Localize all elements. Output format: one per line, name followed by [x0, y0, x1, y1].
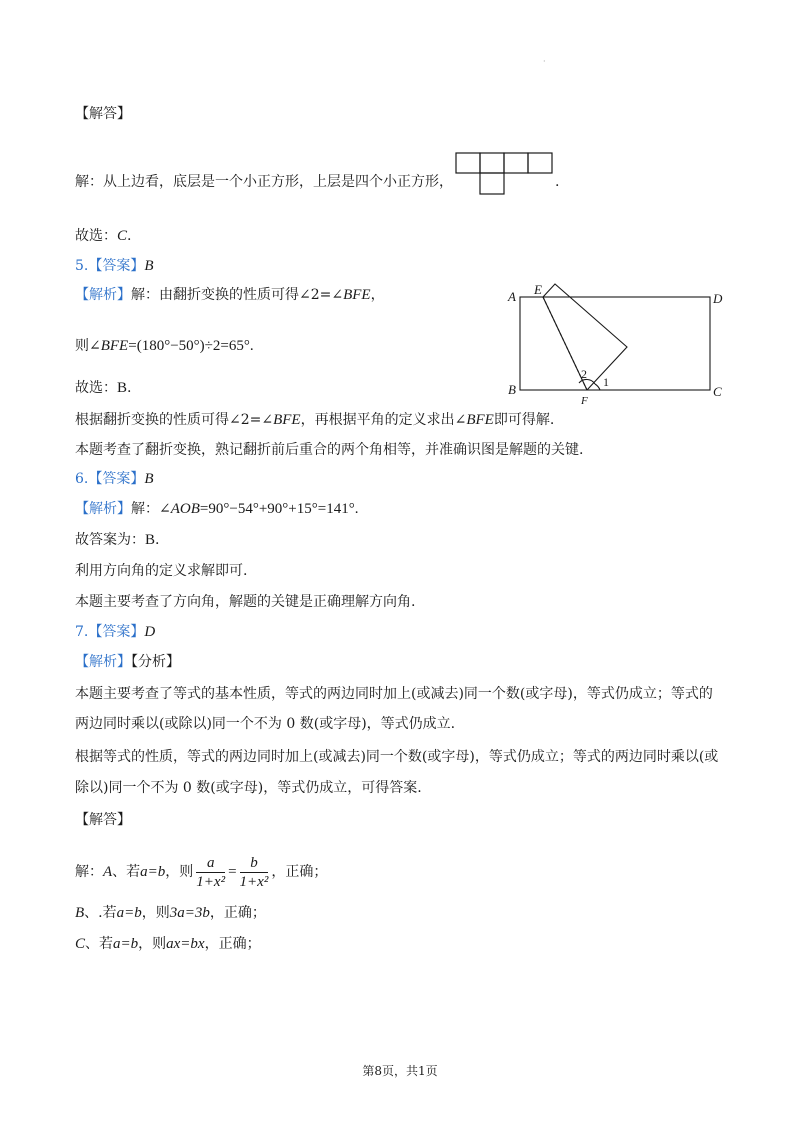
q5-line2-rest: =(180°−50°)÷2=65°.	[128, 338, 254, 354]
q7-para1-line2: 两边同时乘以(或除以)同一个不为 0 数(或字母)，等式仍成立.	[75, 716, 456, 732]
header-mark: ·	[543, 57, 546, 66]
grid-square-1	[456, 153, 480, 173]
folding-rectangle-figure	[505, 280, 735, 410]
q7-jieda-heading: 【解答】	[75, 812, 131, 828]
guxuan-answer: B	[145, 532, 156, 548]
q7-number: 7.	[75, 624, 89, 640]
q5-line2-prefix: 则∠	[75, 338, 101, 354]
fraction-right	[240, 854, 269, 891]
option-a-if: 、若	[112, 864, 141, 880]
label-angle-1: 1	[603, 375, 609, 389]
label-c: C	[713, 384, 722, 399]
label-f: F	[581, 395, 588, 407]
guxuan-label: 故答案为：	[75, 532, 145, 548]
option-label-c: C	[75, 936, 86, 952]
guxuan-suffix: .	[127, 380, 132, 396]
q7-para2-line1: 根据等式的性质，等式的两边同时加上(或减去)同一个数(或字母)，等式仍成立；等式的两边同时乘以(或	[75, 749, 719, 765]
q5-note1-math2: BFE	[466, 412, 494, 428]
option-b-if: 、.若	[84, 905, 117, 921]
q4-tail: .	[555, 174, 560, 190]
q7-answer: D	[144, 624, 156, 640]
q5-line1-end: ，	[370, 287, 385, 303]
q6-line1-prefix: 解：∠	[131, 501, 171, 517]
grid-square-4	[528, 153, 552, 173]
grid-square-2	[480, 153, 504, 173]
label-a: A	[508, 289, 516, 304]
guxuan-suffix: .	[155, 532, 160, 548]
q7-analysis-line	[75, 652, 180, 672]
q6-answer-line	[75, 469, 154, 489]
q6-note1: 利用方向角的定义求解即可.	[75, 563, 248, 579]
q6-line1-math: AOB	[170, 501, 200, 517]
option-b-then: ，则	[141, 905, 170, 921]
angle-1-arc	[595, 384, 600, 390]
q5-guxuan	[75, 378, 131, 398]
section-jieda-heading: 【解答】	[75, 106, 131, 122]
option-b-result: 3a=3b	[169, 905, 210, 921]
answer-tag: 【答案】	[88, 624, 145, 640]
option-label-a: A	[103, 864, 113, 880]
grid-square-3	[504, 153, 528, 173]
q5-number: 5.	[75, 258, 89, 274]
guxuan-answer: B	[117, 380, 128, 396]
option-c-end: ，正确；	[204, 936, 261, 952]
q5-analysis-line	[75, 285, 385, 305]
option-label-b: B	[75, 905, 85, 921]
q5-note1	[75, 410, 554, 430]
option-a-then: ，则	[165, 864, 194, 880]
q7-option-c	[75, 934, 261, 954]
fraction-right-numerator: b	[240, 854, 269, 873]
q7-option-b	[75, 903, 266, 923]
guxuan-answer: C	[117, 228, 128, 244]
option-b-end: ，正确；	[209, 905, 266, 921]
q7-para2-line2: 除以)同一个不为 0 数(或字母)，等式仍成立，可得答案.	[75, 780, 422, 796]
option-c-then: ，则	[138, 936, 167, 952]
option-a-end: ，正确；	[271, 864, 328, 880]
fraction-right-denominator: 1+x²	[239, 873, 269, 890]
option-c-condition: a=b	[113, 936, 139, 952]
q4-guxuan	[75, 226, 131, 246]
q6-answer: B	[144, 471, 154, 487]
guxuan-label: 故选：	[75, 380, 117, 396]
analysis-tag: 【解析】	[75, 287, 131, 303]
q5-line1-math: BFE	[343, 287, 371, 303]
grid-square-bottom	[480, 173, 504, 194]
answer-tag: 【答案】	[88, 471, 145, 487]
q5-note2: 本题考查了翻折变换，熟记翻折前后重合的两个角相等，并准确识图是解题的关键.	[75, 442, 584, 458]
guxuan-label: 故选：	[75, 228, 117, 244]
solution-prefix: 解：	[75, 864, 103, 880]
rectangle-abcd	[520, 297, 710, 390]
q5-note1-text: 根据翻折变换的性质可得∠2=∠	[75, 412, 274, 428]
option-b-condition: a=b	[116, 905, 142, 921]
fraction-left-numerator: a	[196, 854, 225, 873]
q5-note1-end: 即可得解.	[493, 412, 555, 428]
q6-line1-rest: =90°−54°+90°+15°=141°.	[199, 501, 359, 517]
top-view-squares-figure	[455, 152, 555, 196]
q6-analysis-line	[75, 499, 358, 519]
fraction-left	[196, 854, 225, 891]
guxuan-suffix: .	[127, 228, 132, 244]
q7-para1-line1: 本题主要考查了等式的基本性质，等式的两边同时加上(或减去)同一个数(或字母)，等式仍成立；等式的	[75, 686, 713, 702]
fraction-left-denominator: 1+x²	[196, 873, 226, 890]
option-a-condition: a=b	[140, 864, 166, 880]
label-b: B	[508, 382, 516, 397]
q5-answer-line	[75, 256, 154, 276]
analysis-tag: 【解析】	[75, 501, 131, 517]
label-d: D	[713, 291, 723, 306]
q6-guxuan	[75, 530, 159, 550]
label-e: E	[534, 282, 542, 297]
q7-answer-line	[75, 622, 155, 642]
q6-number: 6.	[75, 471, 89, 487]
q5-answer: B	[144, 258, 154, 274]
q5-line2-math: BFE	[100, 338, 129, 354]
analysis-tag: 【解析】	[75, 654, 131, 670]
q5-calc-line	[75, 336, 254, 356]
q5-line1-text: 解：由翻折变换的性质可得∠2=∠	[131, 287, 344, 303]
q4-solution-text: 解：从上边看，底层是一个小正方形，上层是四个小正方形，	[75, 174, 453, 190]
option-c-result: ax=bx	[166, 936, 205, 952]
page-footer: 第8页，共1页	[362, 1064, 438, 1078]
fenxi-tag: 【分析】	[131, 654, 180, 670]
label-angle-2: 2	[581, 367, 587, 381]
q6-note2: 本题主要考查了方向角，解题的关键是正确理解方向角.	[75, 594, 416, 610]
answer-tag: 【答案】	[88, 258, 145, 274]
q5-note1-mid: ，再根据平角的定义求出∠	[300, 412, 467, 428]
option-c-if: 、若	[85, 936, 114, 952]
q5-note1-math: BFE	[273, 412, 301, 428]
q7-option-a: 解：A、若a=b，则 $\frac{a}{\text{1+x²}}$ = $\frac{b}{\text{1+x²}}$ ，正确；	[75, 854, 328, 890]
q4-solution-line	[75, 172, 453, 192]
